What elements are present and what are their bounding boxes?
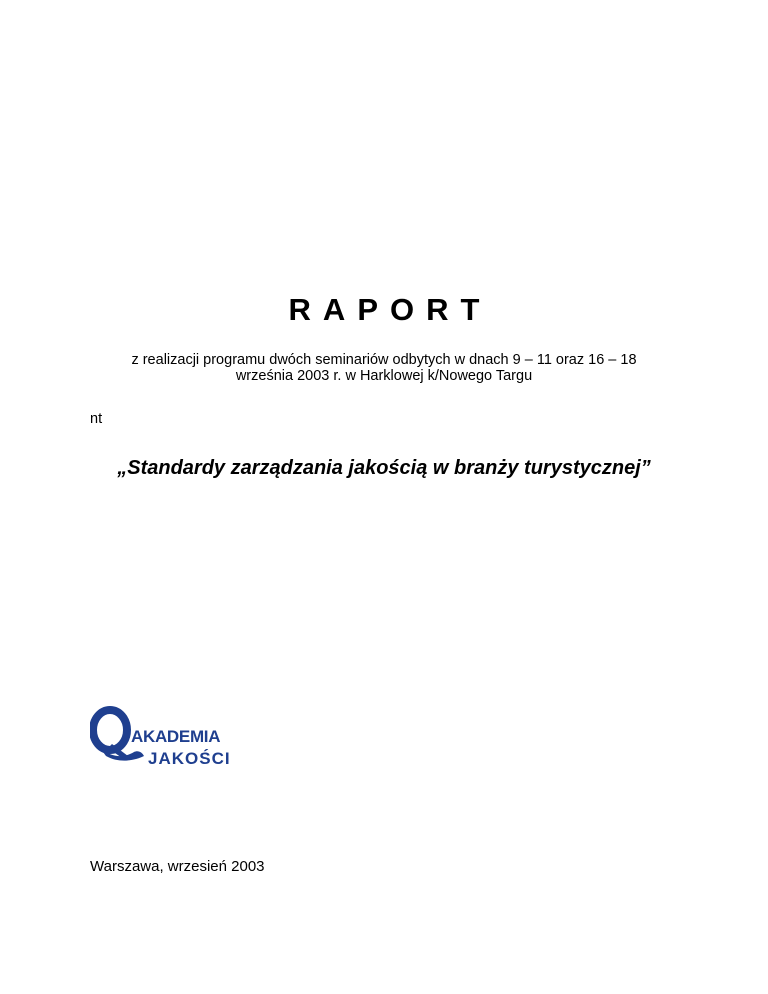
subtitle-line-1: z realizacji programu dwóch seminariów odbytych w dnach 9 – 11 oraz 16 – 18 [131,352,637,368]
logo-text-line-2: JAKOŚCI [148,749,231,768]
nt-label: nt [90,411,103,427]
report-title: RAPORT [288,292,492,327]
akademia-jakosci-logo [90,706,250,772]
place-date: Warszawa, wrzesień 2003 [90,858,265,875]
report-topic: „Standardy zarządzania jakością w branży turystycznej” [117,457,651,479]
logo-q-ring-icon [93,710,127,750]
subtitle-line-2: września 2003 r. w Harklowej k/Nowego Targu [235,368,533,384]
logo-graphic [90,706,250,772]
report-subtitle [90,352,678,384]
logo-text-line-1: AKADEMIA [131,727,221,746]
